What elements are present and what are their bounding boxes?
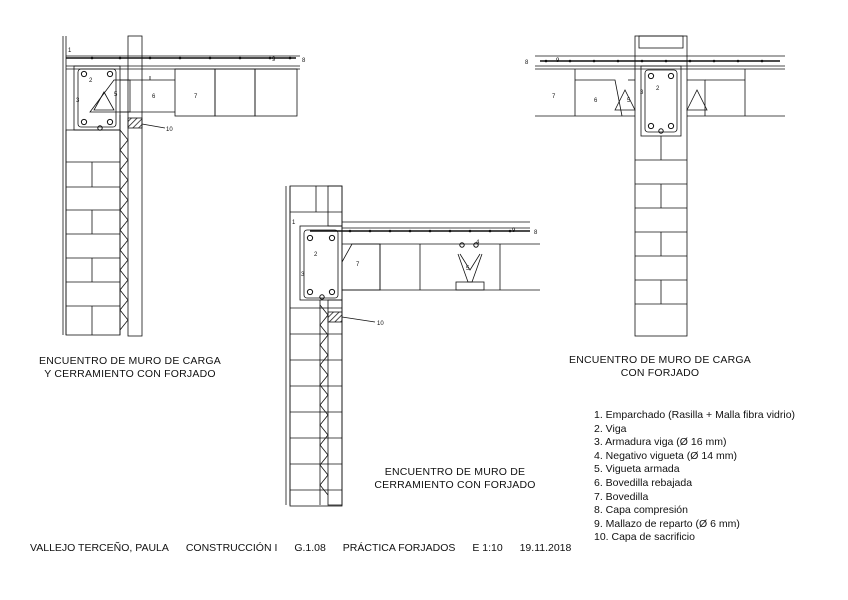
label-2: 2 [656,86,660,92]
detail-right-labels [525,58,660,104]
detail-right-dots [545,60,764,134]
author: VALLEJO TERCEÑO, PAULA [30,542,169,554]
detail-center [286,186,540,506]
label-8: 8 [525,60,529,66]
label-1: 1 [68,48,72,54]
subject: CONSTRUCCIÓN I [185,542,278,554]
detail-right [535,36,785,336]
label-5: 5 [627,98,631,104]
label-3: 3 [301,272,305,278]
label-2: 2 [89,78,93,84]
label-6: 6 [152,94,156,100]
date: 19.11.2018 [519,542,572,554]
brick-wall-right [635,36,687,336]
label-7: 7 [552,94,556,100]
hollow-block-column-center [320,186,342,505]
legend-item: 1. Emparchado (Rasilla + Malla fibra vidrio) [594,409,796,421]
label-2: 2 [314,252,318,258]
label-10: 10 [166,127,173,133]
legend-item: 3. Armadura viga (Ø 16 mm) [594,436,727,449]
label-3: 3 [76,98,80,104]
caption-center: ENCUENTRO DE MURO DE CERRAMIENTO CON FORJADO [374,466,536,491]
label-5: 5 [466,266,470,272]
detail-center-labels [292,220,538,327]
legend [594,409,795,545]
label-8: 8 [534,230,538,236]
detail-left-dots [81,57,291,131]
brick-wall-center [290,186,342,506]
label-9: 9 [512,228,516,234]
detail-left [63,36,300,336]
label-1: 1 [292,220,296,226]
scale: E 1:10 [472,542,503,554]
label-10: 10 [377,321,384,327]
label-3: 3 [640,90,644,96]
label-7: 7 [194,94,198,100]
brick-wall-left [66,130,120,335]
legend-item: 7. Bovedilla [594,490,649,503]
label-7: 7 [356,262,360,268]
label-4: 4 [476,240,480,246]
caption-left: ENCUENTRO DE MURO DE CARGA Y CERRAMIENTO CON FORJADO [39,355,221,380]
legend-item: 2. Viga [594,422,627,435]
group: G.1.08 [294,542,326,554]
legend-item: 5. Vigueta armada [594,463,680,476]
label-5: 5 [114,92,118,98]
label-8: 8 [302,58,306,64]
legend-item: 6. Bovedilla rebajada [594,476,693,489]
label-9: 9 [556,58,560,64]
legend-item: 9. Mallazo de reparto (Ø 6 mm) [594,517,740,530]
caption-right: ENCUENTRO DE MURO DE CARGA CON FORJADO [569,354,751,379]
label-9: 9 [272,57,276,63]
legend-item: 10. Capa de sacrificio [594,531,695,544]
label-6: 6 [594,98,598,104]
title-block [30,542,585,554]
detail-left-labels [68,48,306,133]
hollow-block-column-left [120,36,142,336]
legend-item: 4. Negativo vigueta (Ø 14 mm) [594,449,737,462]
legend-item: 8. Capa compresión [594,504,688,517]
practice: PRÁCTICA FORJADOS [342,542,456,554]
